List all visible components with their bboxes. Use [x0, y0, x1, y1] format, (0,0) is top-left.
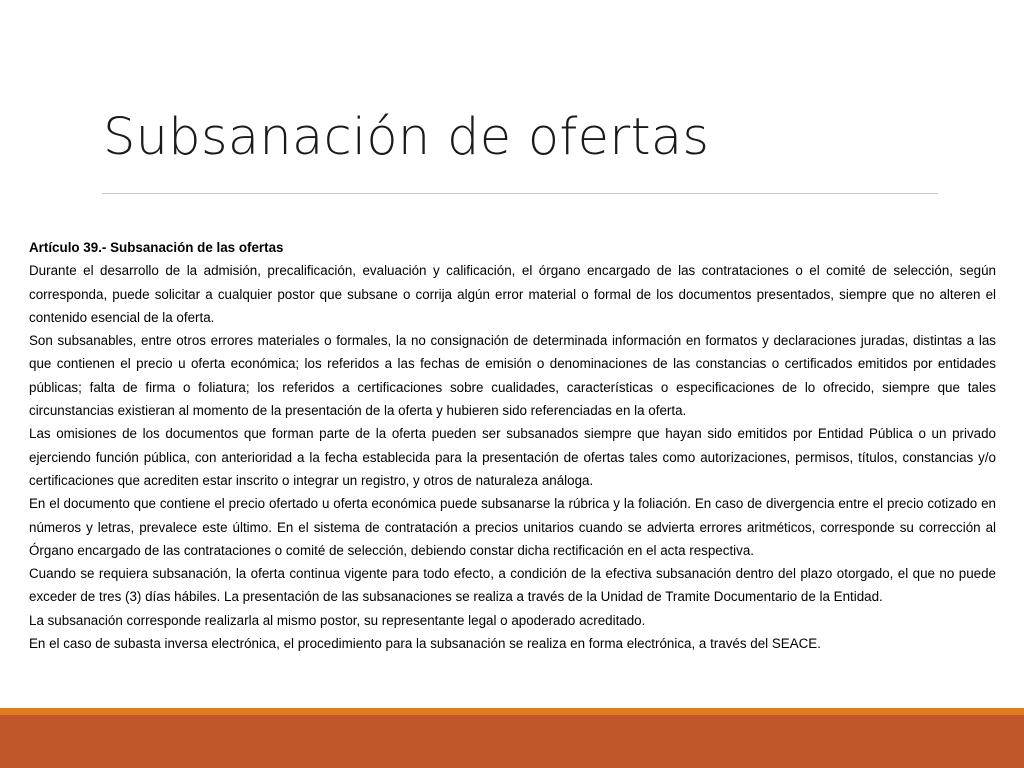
- slide-body: [29, 236, 996, 655]
- body-paragraph: Las omisiones de los documentos que forman parte de la oferta pueden ser subsanados siempre que hayan sido emitidos por Entidad Pública o un privado ejerciendo función pública, con anterioridad a la fecha establecida para la presentación de ofertas tales como autorizaciones, permisos, títulos, constancias y/o certificaciones que acrediten estar inscrito o integrar un registro, y otros de naturaleza análoga.: [29, 426, 996, 488]
- footer-accent-line: [0, 708, 1024, 715]
- title-divider: [102, 193, 938, 194]
- footer-bar: [0, 715, 1024, 768]
- body-paragraph: Cuando se requiera subsanación, la oferta continua vigente para todo efecto, a condición de la efectiva subsanación dentro del plazo otorgado, el que no puede exceder de tres (3) días hábiles. La presentación de las subsanaciones se realiza a través de la Unidad de Tramite Documentario de la Entidad.: [29, 566, 996, 605]
- body-paragraph: La subsanación corresponde realizarla al mismo postor, su representante legal o apoderado acreditado.: [29, 612, 646, 628]
- body-paragraph: Son subsanables, entre otros errores materiales o formales, la no consignación de determinada información en formatos y declaraciones juradas, distintas a las que contienen el precio u oferta económica; los referidos a las fechas de emisión o denominaciones de las constancias o certificados emitidos por entidades públicas; falta de firma o foliatura; los referidos a certificaciones sobre cualidades, características o especificaciones de lo ofrecido, siempre que tales circunstancias existieran al momento de la presentación de la oferta y hubieren sido referenciadas en la oferta.: [29, 333, 996, 419]
- body-paragraph: En el caso de subasta inversa electrónica, el procedimiento para la subsanación se realiza en forma electrónica, a través del SEACE.: [29, 636, 821, 652]
- body-paragraph: En el documento que contiene el precio ofertado u oferta económica puede subsanarse la rúbrica y la foliación. En caso de divergencia entre el precio cotizado en números y letras, prevalece este último. En el sistema de contratación a precios unitarios cuando se advierta errores aritméticos, corresponde su corrección al Órgano encargado de las contrataciones o comité de selección, debiendo constar dicha rectificación en el acta respectiva.: [29, 496, 996, 558]
- slide-title: Subsanación de ofertas: [103, 108, 710, 167]
- body-paragraph: Durante el desarrollo de la admisión, precalificación, evaluación y calificación, el órgano encargado de las contrataciones o el comité de selección, según corresponda, puede solicitar a cualquier postor que subsane o corrija algún error material o formal de los documentos presentados, siempre que no alteren el contenido esencial de la oferta.: [29, 263, 996, 325]
- article-heading: Artículo 39.- Subsanación de las ofertas: [29, 240, 284, 255]
